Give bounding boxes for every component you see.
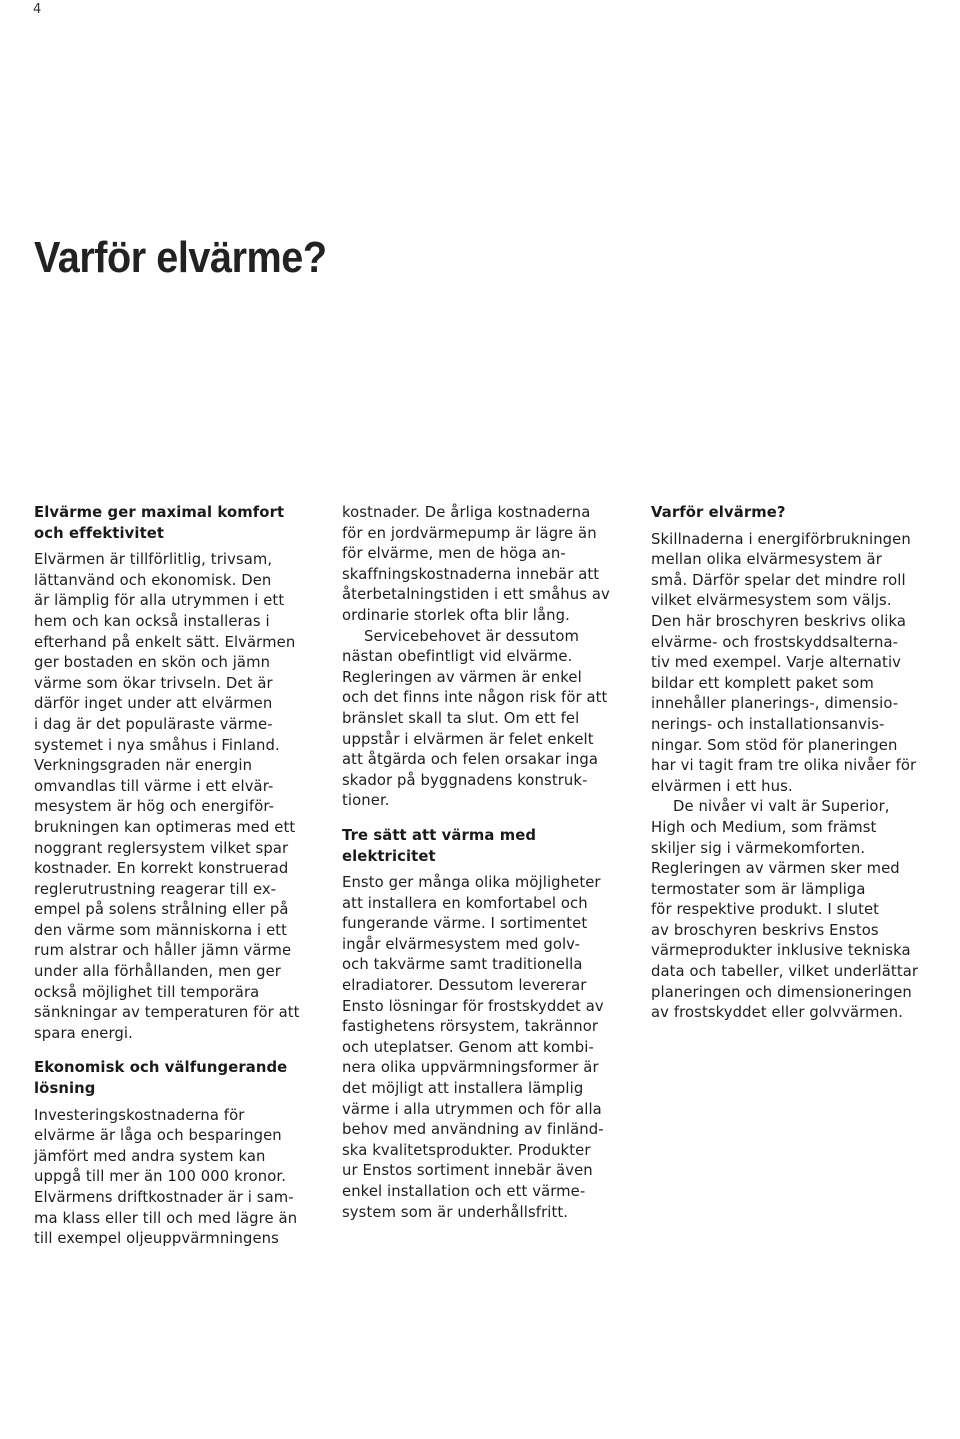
spacer [34, 1044, 319, 1058]
heading-line: och effektivitet [34, 524, 165, 542]
text-line: hem och kan också installeras i [34, 612, 270, 630]
text-line: för en jordvärmepump är lägre än [342, 524, 597, 542]
text-line: bildar ett komplett paket som [651, 674, 874, 692]
text-line: empel på solens strålning eller på [34, 901, 289, 919]
text-line: värmeprodukter inklusive tekniska [651, 942, 911, 960]
text-line: Ensto ger många olika möjligheter [342, 874, 601, 892]
text-line: återbetalningstiden i ett småhus av [342, 586, 610, 604]
body-paragraph [34, 550, 319, 1044]
text-line: planeringen och dimensioneringen [651, 983, 912, 1001]
text-line: Elvärmens driftkostnader är i sam- [34, 1189, 294, 1206]
text-line: nera olika uppvärmningsformer är [342, 1059, 599, 1077]
text-line: ma klass eller till och med lägre än [34, 1209, 298, 1227]
text-column-2 [342, 503, 627, 1223]
text-column-1 [34, 503, 319, 1250]
text-line: att åtgärda och felen orsakar inga [342, 751, 598, 769]
section-heading [342, 826, 627, 867]
text-line: uppstår i elvärmen är felet enkelt [342, 730, 594, 748]
section-heading [34, 503, 319, 544]
text-line: i dag är det populäraste värme- [34, 715, 273, 733]
body-paragraph [342, 873, 627, 1223]
text-line: Investeringskostnaderna för [34, 1106, 245, 1124]
text-line: rum alstrar och håller jämn värme [34, 942, 292, 960]
section-heading [34, 1058, 319, 1099]
text-line: noggrant reglersystem vilket spar [34, 839, 289, 857]
text-line: skaffningskostnaderna innebär att [342, 565, 600, 583]
text-line: lättanvänd och ekonomisk. Den [34, 571, 272, 589]
text-line: systemet i nya småhus i Finland. [34, 736, 280, 754]
text-line: Skillnaderna i energiförbrukningen [651, 530, 911, 548]
text-line: mellan olika elvärmesystem är [651, 551, 882, 569]
text-line: också möjlighet till temporära [34, 983, 260, 1001]
heading-line: Varför elvärme? [651, 504, 786, 521]
text-line: är lämplig för alla utrymmen i ett [34, 592, 285, 610]
text-line: omvandlas till värme i ett elvär- [34, 777, 274, 795]
page-title: Varför elvärme? [34, 233, 327, 282]
text-line: vilket elvärmesystem som väljs. [651, 592, 892, 610]
text-line: skador på byggnadens konstruk- [342, 771, 588, 789]
text-line: jämfört med andra system kan [34, 1147, 266, 1165]
text-line: termostater som är lämpliga [651, 880, 866, 898]
text-line: för elvärme, men de höga an- [342, 545, 566, 563]
heading-line: Tre sätt att värma med [342, 826, 537, 844]
text-line: tiv med exempel. Varje alternativ [651, 654, 902, 672]
heading-line: Ekonomisk och välfungerande [34, 1059, 288, 1077]
text-line: tioner. [342, 792, 390, 810]
text-line: av frostskyddet eller golvvärmen. [651, 1004, 904, 1022]
text-line: elradiatorer. Dessutom levererar [342, 977, 587, 995]
text-line: enkel installation och ett värme- [342, 1183, 586, 1200]
text-line: sänkningar av temperaturen för att [34, 1004, 300, 1022]
text-line: elvärmen i ett hus. [651, 777, 793, 795]
text-line: till exempel oljeuppvärmningens [34, 1230, 279, 1248]
text-line: reglerutrustning reagerar till ex- [34, 880, 277, 898]
spacer [342, 812, 627, 826]
text-line: data och tabeller, vilket underlättar [651, 963, 919, 981]
text-line: och takvärme samt traditionella [342, 956, 583, 974]
body-paragraph [342, 503, 627, 627]
text-line: behov med användning av finländ- [342, 1121, 604, 1139]
text-line: kostnader. De årliga kostnaderna [342, 504, 591, 521]
text-line: nerings- och installationsanvis- [651, 715, 885, 733]
text-line: och det finns inte någon risk för att [342, 689, 608, 707]
section-heading [651, 503, 936, 524]
text-line: uppgå till mer än 100 000 kronor. [34, 1168, 287, 1186]
text-line: fastighetens rörsystem, takrännor [342, 1018, 599, 1036]
text-line: Verkningsgraden när energin [34, 757, 253, 775]
text-line: värme som ökar trivseln. Det är [34, 674, 273, 692]
text-line: och uteplatser. Genom att kombi- [342, 1038, 594, 1056]
text-line: därför inget under att elvärmen [34, 695, 273, 713]
text-line: elvärme är låga och besparingen [34, 1127, 282, 1145]
text-line: att installera en komfortabel och [342, 894, 588, 912]
text-line: den värme som människorna i ett [34, 921, 288, 939]
body-paragraph [651, 797, 936, 1024]
text-line: det möjligt att installera lämplig [342, 1080, 584, 1098]
text-line: De nivåer vi valt är Superior, [673, 798, 890, 816]
body-paragraph [34, 1106, 319, 1250]
text-line: skiljer sig i värmekomforten. [651, 839, 866, 857]
text-line: efterhand på enkelt sätt. Elvärmen [34, 633, 296, 651]
text-line: under alla förhållanden, men ger [34, 963, 281, 981]
text-line: har vi tagit fram tre olika nivåer för [651, 757, 917, 775]
text-line: spara energi. [34, 1024, 133, 1042]
text-line: Ensto lösningar för frostskyddet av [342, 997, 604, 1015]
text-line: Regleringen av värmen är enkel [342, 668, 582, 686]
text-line: High och Medium, som främst [651, 818, 877, 836]
text-line: nästan obefintligt vid elvärme. [342, 648, 573, 666]
text-line: brukningen kan optimeras med ett [34, 818, 296, 836]
text-line: Servicebehovet är dessutom [364, 627, 579, 645]
heading-line: elektricitet [342, 847, 436, 865]
page-number: 4 [33, 2, 42, 17]
text-line: elvärme- och frostskyddsalterna- [651, 633, 899, 651]
text-line: små. Därför spelar det mindre roll [651, 571, 906, 589]
text-line: system som är underhållsfritt. [342, 1203, 569, 1221]
text-line: Den här broschyren beskrivs olika [651, 612, 907, 630]
text-line: ningar. Som stöd för planeringen [651, 736, 898, 754]
heading-line: lösning [34, 1080, 96, 1098]
text-line: fungerande värme. I sortimentet [342, 915, 588, 933]
text-line: ger bostaden en skön och jämn [34, 654, 271, 672]
text-line: ingår elvärmesystem med golv- [342, 935, 581, 953]
text-line: Regleringen av värmen sker med [651, 860, 900, 878]
text-line: mesystem är hög och energiför- [34, 798, 275, 816]
text-line: kostnader. En korrekt konstruerad [34, 860, 289, 878]
text-line: ur Enstos sortiment innebär även [342, 1162, 593, 1180]
body-paragraph [651, 530, 936, 798]
text-line: ordinarie storlek ofta blir lång. [342, 606, 570, 624]
body-paragraph [342, 627, 627, 812]
text-line: bränslet skall ta slut. Om ett fel [342, 709, 580, 727]
text-line: av broschyren beskrivs Enstos [651, 921, 879, 939]
text-line: Elvärmen är tillförlitlig, trivsam, [34, 551, 273, 569]
text-line: värme i alla utrymmen och för alla [342, 1100, 602, 1118]
heading-line: Elvärme ger maximal komfort [34, 504, 285, 521]
text-column-3 [651, 503, 936, 1024]
text-line: innehåller planerings-, dimensio- [651, 695, 899, 713]
text-line: ska kvalitetsprodukter. Produkter [342, 1141, 591, 1159]
text-line: för respektive produkt. I slutet [651, 901, 880, 919]
